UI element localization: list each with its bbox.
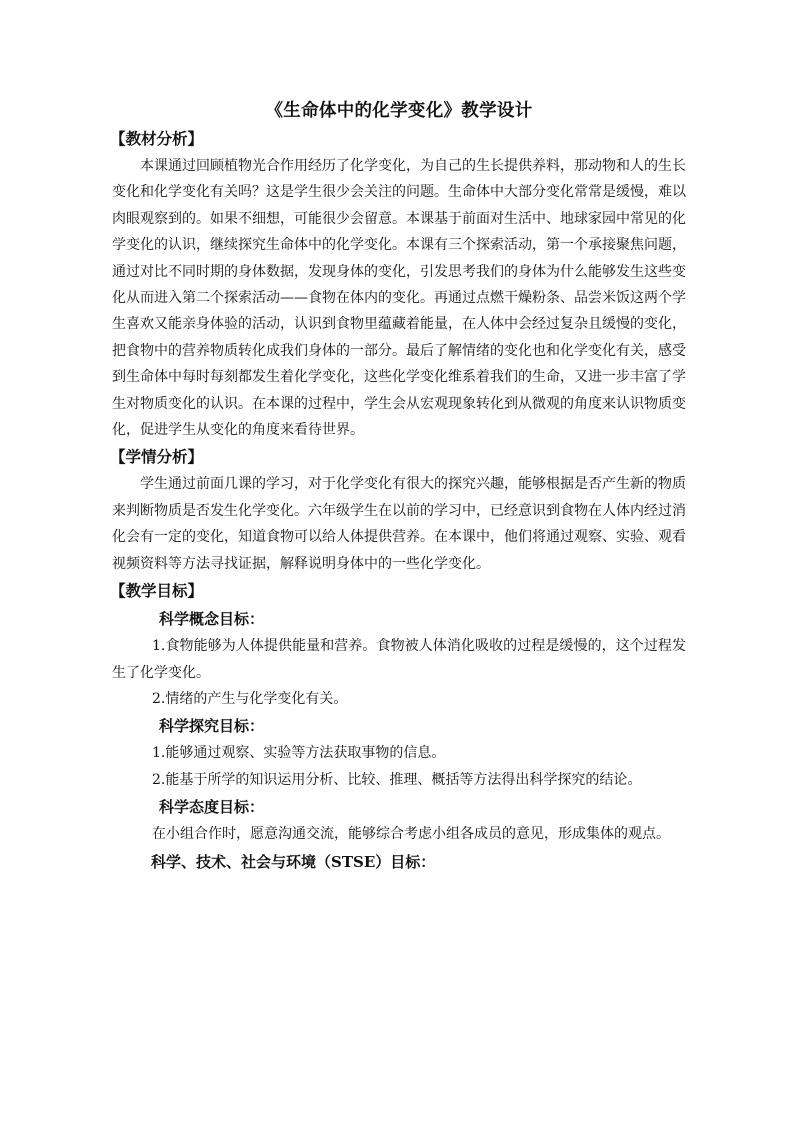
section-heading-student-analysis: 【学情分析】 <box>110 447 204 467</box>
concept-goal-item-2: 2.情绪的产生与化学变化有关。 <box>152 690 348 707</box>
stse-goal-heading: 科学、技术、社会与环境（STSE）目标： <box>151 852 436 871</box>
textbook-analysis-paragraph: 本课通过回顾植物光合作用经历了化学变化，为自己的生长提供养料，那动物和人的生长变化和化学变化有关吗？这是学生很少会关注的问题。生命体中大部分变化常常是缓慢，难以肉眼观察到的。如果不细想，可能很少会留意。本课基于前面对生活中、地球家园中常见的化学变化的认识，继续探究生命体中的化学变化。本课有三个探索活动，第一个承接聚焦问题，通过对比不同时期的身体数据，发现身体的变化，引发思考我们的身体为什么能够发生这些变化从而进入第二个探索活动——食物在体内的变化。再通过点燃干燥粉条、品尝米饭这两个学生喜欢又能亲身体验的活动，认识到食物里蕴藏着能量，在人体中会经过复杂且缓慢的变化，把食物中的营养物质转化成我们身体的一部分。最后了解情绪的变化也和化学变化有关，感受到生命体中每时每刻都发生着化学变化，这些化学变化维系着我们的生命，又进一步丰富了学生对物质变化的认识。在本课的过程中，学生会从宏观现象转化到从微观的角度来认识物质变化，促进学生从变化的角度来看待世界。 <box>112 158 686 439</box>
student-analysis-paragraph: 学生通过前面几课的学习，对于化学变化有很大的探究兴趣，能够根据是否产生新的物质来判断物质是否发生化学变化。六年级学生在以前的学习中，已经意识到食物在人体内经过消化会有一定的变化，知道食物可以给人体提供营养。在本课中，他们将通过观察、实验、观看视频资料等方法寻找证据，解释说明身体中的一些化学变化。 <box>112 476 686 572</box>
attitude-goal-paragraph: 在小组合作时，愿意沟通交流，能够综合考虑小组各成员的意见，形成集体的观点。 <box>152 826 670 843</box>
concept-goal-item-1: 1.食物能够为人体提供能量和营养。食物被人体消化吸收的过程是缓慢的，这个过程发生了化学变化。 <box>112 638 686 681</box>
section-heading-textbook-analysis: 【教材分析】 <box>110 129 204 148</box>
concept-goal-heading: 科学概念目标： <box>159 610 265 629</box>
section-heading-teaching-goals: 【教学目标】 <box>110 581 204 601</box>
document-title: 《生命体中的化学变化》教学设计 <box>265 101 533 121</box>
inquiry-goal-item-1: 1.能够通过观察、实验等方法获取事物的信息。 <box>152 745 446 762</box>
document-body <box>112 97 686 876</box>
attitude-goal-heading: 科学态度目标： <box>159 798 265 817</box>
inquiry-goal-heading: 科学探究目标： <box>159 717 265 736</box>
inquiry-goal-item-2: 2.能基于所学的知识运用分析、比较、推理、概括等方法得出科学探究的结论。 <box>152 771 642 788</box>
